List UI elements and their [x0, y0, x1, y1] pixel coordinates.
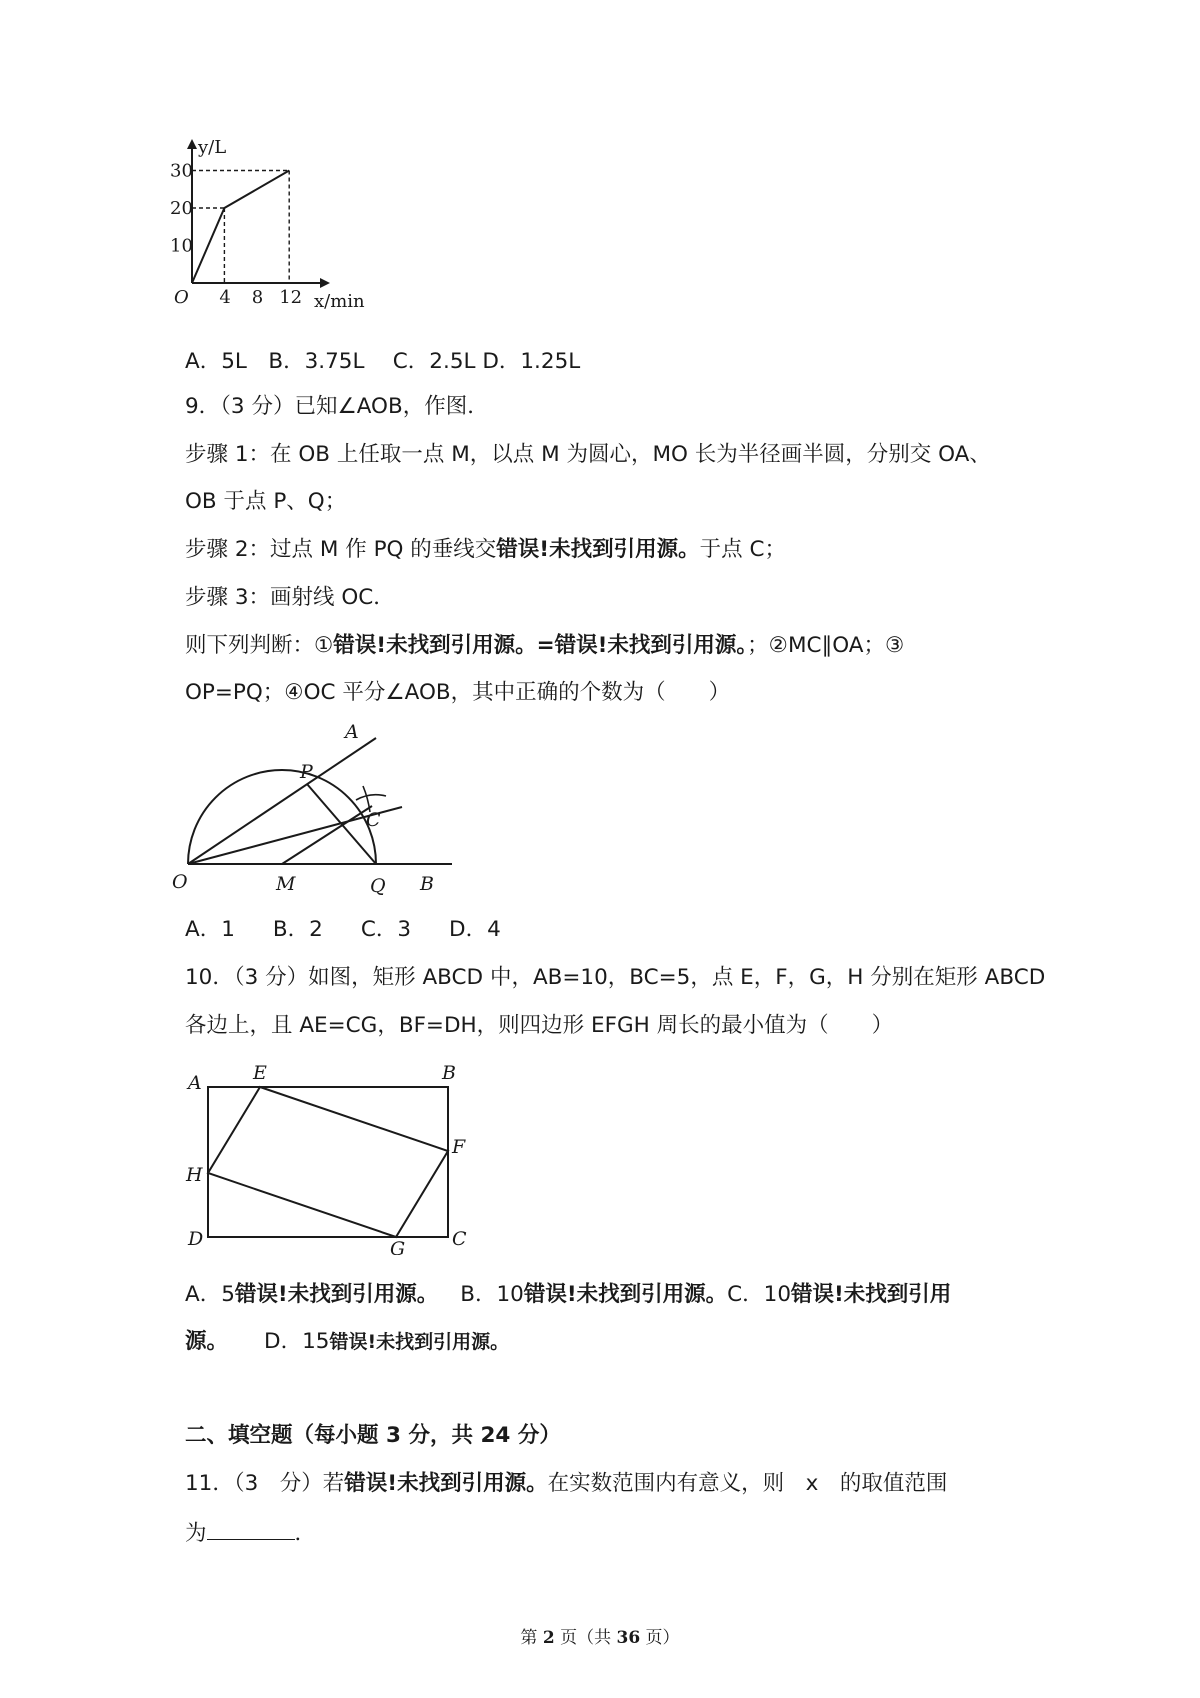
footer-post: 页） — [640, 1628, 680, 1648]
y-tick-label: 20 — [170, 198, 193, 219]
error-ref: 错误!未找到引用源。 — [523, 1282, 728, 1307]
footer-pre: 第 — [520, 1628, 543, 1648]
q9-option-d: D．4 — [449, 917, 501, 942]
rectangle-efgh-figure — [180, 1055, 470, 1255]
origin-label: O — [174, 287, 189, 308]
q9-step1-line2: OB 于点 P、Q； — [185, 489, 347, 514]
footer-mid: 页（共 — [554, 1628, 617, 1648]
error-ref: 错误!未找到引用源。 — [496, 537, 700, 562]
section-title-post: 分） — [510, 1423, 561, 1448]
y-tick-label: 10 — [170, 235, 193, 257]
q11-line2 — [185, 1517, 316, 1549]
q9-step2-pre: 步骤 2：过点 M 作 PQ 的垂线交 — [185, 537, 497, 562]
section-title-n2: 24 — [480, 1423, 511, 1448]
label-b: B — [442, 1062, 456, 1084]
section-title-pre: 二、填空题（每小题 — [185, 1423, 386, 1448]
q10-options-line1 — [185, 1280, 951, 1310]
label-c: C — [452, 1228, 467, 1250]
q9-options — [185, 915, 501, 945]
q10-option-b: B．10 — [460, 1282, 524, 1307]
q11-end: ． — [294, 1521, 317, 1546]
label-o: O — [172, 871, 188, 893]
data-line — [192, 171, 289, 284]
q9-judge-line1 — [185, 631, 904, 661]
section-title — [185, 1421, 561, 1451]
footer-page: 2 — [542, 1628, 555, 1648]
label-h: H — [186, 1164, 203, 1186]
volume-time-graph — [170, 135, 410, 335]
q9-judge-line2: OP=PQ；④OC 平分∠AOB，其中正确的个数为（ ） — [185, 680, 731, 705]
y-axis-arrow — [187, 139, 197, 149]
q9-stem: 9．（3 分）已知∠AOB，作图． — [185, 394, 489, 419]
label-a: A — [345, 721, 359, 743]
q11-pre: 11．（3 分）若 — [185, 1471, 345, 1496]
q9-option-c: C．3 — [360, 917, 412, 942]
label-c: C — [366, 809, 381, 831]
error-ref: 错误!未找到引用源。 — [234, 1282, 439, 1307]
q9-option-a: A．1 — [185, 917, 235, 942]
x-tick-label: 8 — [251, 287, 264, 308]
label-e: E — [253, 1062, 267, 1084]
q10-option-c: C．10 — [727, 1282, 791, 1307]
q9-judge-post: ；②MC∥OA；③ — [747, 633, 905, 658]
q9-option-b: B．2 — [272, 917, 323, 942]
ray-oa — [188, 738, 376, 864]
angle-construction-figure — [170, 720, 470, 905]
error-ref: 错误!未找到引用源。 — [554, 633, 748, 658]
q10-stem-line1: 10．（3 分）如图，矩形 ABCD 中，AB=10，BC=5，点 E，F，G，H 分别在矩形 ABCD — [185, 965, 1046, 990]
x-axis-arrow — [320, 278, 330, 288]
label-q: Q — [370, 875, 386, 897]
q9-step2-post: 于点 C； — [699, 537, 786, 562]
section-title-n1: 3 — [386, 1423, 401, 1448]
q9-step2 — [185, 535, 786, 565]
page-footer — [0, 1623, 1200, 1648]
x-axis-label: x/min — [314, 291, 365, 312]
q9-step1-line1: 步骤 1：在 OB 上任取一点 M，以点 M 为圆心，MO 长为半径画半圆，分别交 OA、 — [185, 442, 991, 467]
error-ref: 错误!未找到引用 — [791, 1282, 952, 1307]
x-tick-label: 4 — [219, 287, 231, 308]
section-title-mid: 分，共 — [400, 1423, 481, 1448]
footer-total: 36 — [616, 1628, 641, 1648]
label-d: D — [188, 1228, 204, 1250]
quadrilateral-efgh — [208, 1087, 448, 1237]
q9-judge-pre: 则下列判断：① — [185, 633, 334, 658]
semicircle — [188, 770, 376, 864]
arc-mark-2 — [356, 795, 386, 800]
error-ref-end: 源。 — [185, 1329, 229, 1354]
q10-option-d: D．15 — [264, 1329, 330, 1354]
y-axis-label: y/L — [198, 137, 227, 158]
q10-stem-line2: 各边上，且 AE=CG，BF=DH，则四边形 EFGH 周长的最小值为（ ） — [185, 1013, 894, 1038]
label-p: P — [300, 761, 313, 783]
q9-judge-eq: = — [536, 633, 555, 658]
q9-step3: 步骤 3：画射线 OC． — [185, 585, 395, 610]
q11-post: 在实数范围内有意义，则 x 的取值范围 — [547, 1471, 948, 1496]
label-g: G — [390, 1238, 406, 1255]
label-m: M — [276, 873, 296, 895]
label-f: F — [452, 1136, 466, 1158]
q10-option-a: A．5 — [185, 1282, 235, 1307]
error-ref: 错误!未找到引用源。 — [333, 633, 537, 658]
q10-options-line2 — [185, 1327, 509, 1357]
label-a: A — [188, 1072, 202, 1094]
answer-blank[interactable] — [207, 1517, 295, 1540]
q11-line1 — [185, 1469, 947, 1499]
q8-options: A．5L B．3.75L C．2.5L D．1.25L — [185, 349, 581, 374]
error-ref: 错误!未找到引用源。 — [344, 1471, 548, 1496]
y-tick-label: 30 — [170, 160, 193, 182]
error-ref: 错误!未找到引用源。 — [329, 1331, 510, 1353]
label-b: B — [420, 873, 434, 895]
x-tick-label: 12 — [279, 287, 303, 308]
q11-line2-text: 为 — [185, 1521, 207, 1546]
